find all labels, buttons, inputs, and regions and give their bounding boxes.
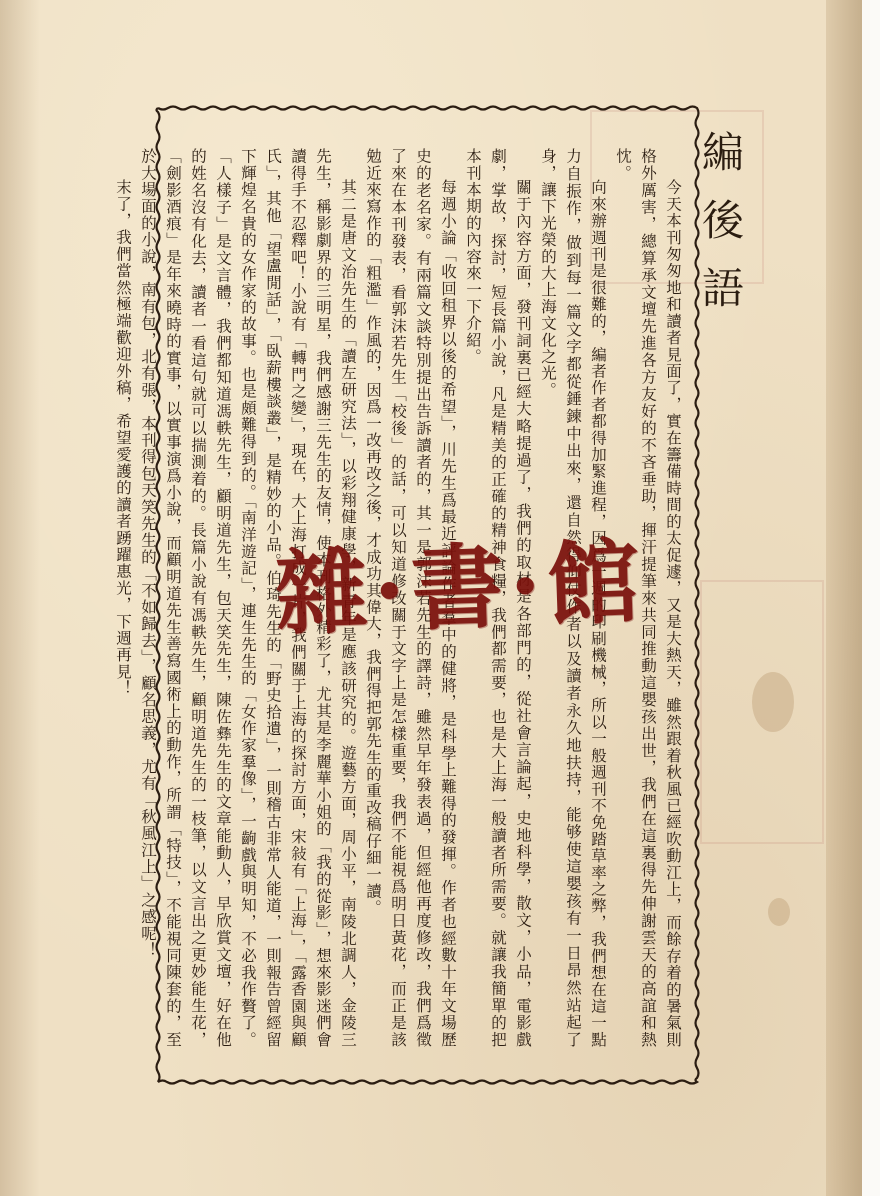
page-title: 編後語 bbox=[696, 130, 745, 334]
spine-shadow bbox=[0, 0, 40, 1196]
paragraph: 其二是唐文治先生的「讀左研究法」，以彩翔健康學，新青年是應該研究的。遊藝方面，周小平，南陵北調人，金陵三先生，稱影劇界的三明星，我們感謝三先生的友情，使本刊格外精彩了，尤其是李麗華小姐的「我的從影」，想來影迷們會讀得手不忍釋吧！小說有「轉門之變」，現在，大上海打成一片，我們關于上海的探討方面，宋敍有「上海」，「露香園與顧氏」，其他「望盧閒話」，「臥薪樓談叢」，是精妙的小品。伯琦先生的「野史拾遺」，一則稽古非常人能道，一則報告曾經留下輝煌名貴的女作家的故事。也是頗難得到的。「南洋遊記」，連生先生的「女作家羣像」，一齣戲與明知，不必我作贅了。「人樣子」是文言體，我們都知道馮軼先生，顧明道先生，包天笑先生，陳佐彝先生的文章能動人，早欣賞文壇，好在他的姓名沒有化去，讀者一看這句就可以揣測着的。長篇小說有馮軼先生，顧明道先生的一枝筆，以文言出之更妙能生花，「劍影酒痕」是年來曉時的實事，以實事演爲小說，而顧明道先生善寫國術上的動作，所謂「特技」，不能視同陳套的，至於大場面的小說，南有包，北有張，本刊得包天笑先生的「不如歸去」，顧名思義，尤有「秋風江上」之感呢！ bbox=[139, 148, 357, 1048]
paragraph: 向來辦週刊是很難的，編者作者都得加緊進程，因爲一週的印刷機械，所以一般週刊不免踏草率之弊，我們想在這一點力自振作，做到每一篇文字都從錘鍊中出來，還自然得仰仗作者以及讀者永久地扶持，能够使這嬰孩有一日昂然站起了身，讓下光榮的大上海文化之光。 bbox=[539, 148, 607, 1048]
paragraph: 關于內容方面，發刊詞裏已經大略提過了，我們的取材是各部門的，從社會言論起，史地科學，散文，小品，電影戲劇，掌故，探討，短長篇小說，凡是精美的正確的精神食糧，我們都需要，也是大上海一般讀者所需要。就讓我簡單的把本刊本期的內容來一下介紹。 bbox=[464, 148, 532, 1048]
paper-stain bbox=[752, 672, 794, 732]
paragraph: 每週小論「收回租界以後的希望」，川先生爲最近評論作者羣中的健將，是科學上難得的發揮。作者也經數十年文場歷史的老名家。有兩篇文談特別提出告訴讀者的，其一是郭沫若先生的譯詩，雖然早年發表過，但經他再度修改，我們爲徵了來在本刊發表，看郭沫若先生「校後」的話，可以知道修改關于文字上是怎樣重要，我們不能視爲明日黃花，而正是該勉近來寫作的「粗濫」作風的，因爲一改再改之後，才成功其偉大，我們得把郭先生的重改稿仔細一讀。 bbox=[364, 148, 457, 1048]
paragraph: 今天本刊匆匆地和讀者見面了，實在籌備時間的太促遽，又是大熱天，雖然跟着秋風已經吹動江上，而餘存着的暑氣則格外厲害，總算承文壇先進各方友好的不吝垂助，揮汗提筆來共同推動這嬰孩出世，我們在這裏得先伸謝雲天的高誼和熱忱。 bbox=[614, 148, 682, 1048]
library-stamp: 雜·書·館 bbox=[273, 527, 648, 649]
paragraph: 末了，我們當然極端歡迎外稿，希望愛護的讀者踴躍惠光，下週再見！ bbox=[114, 179, 132, 697]
paper-stain bbox=[768, 898, 790, 926]
page-edge bbox=[826, 0, 862, 1196]
